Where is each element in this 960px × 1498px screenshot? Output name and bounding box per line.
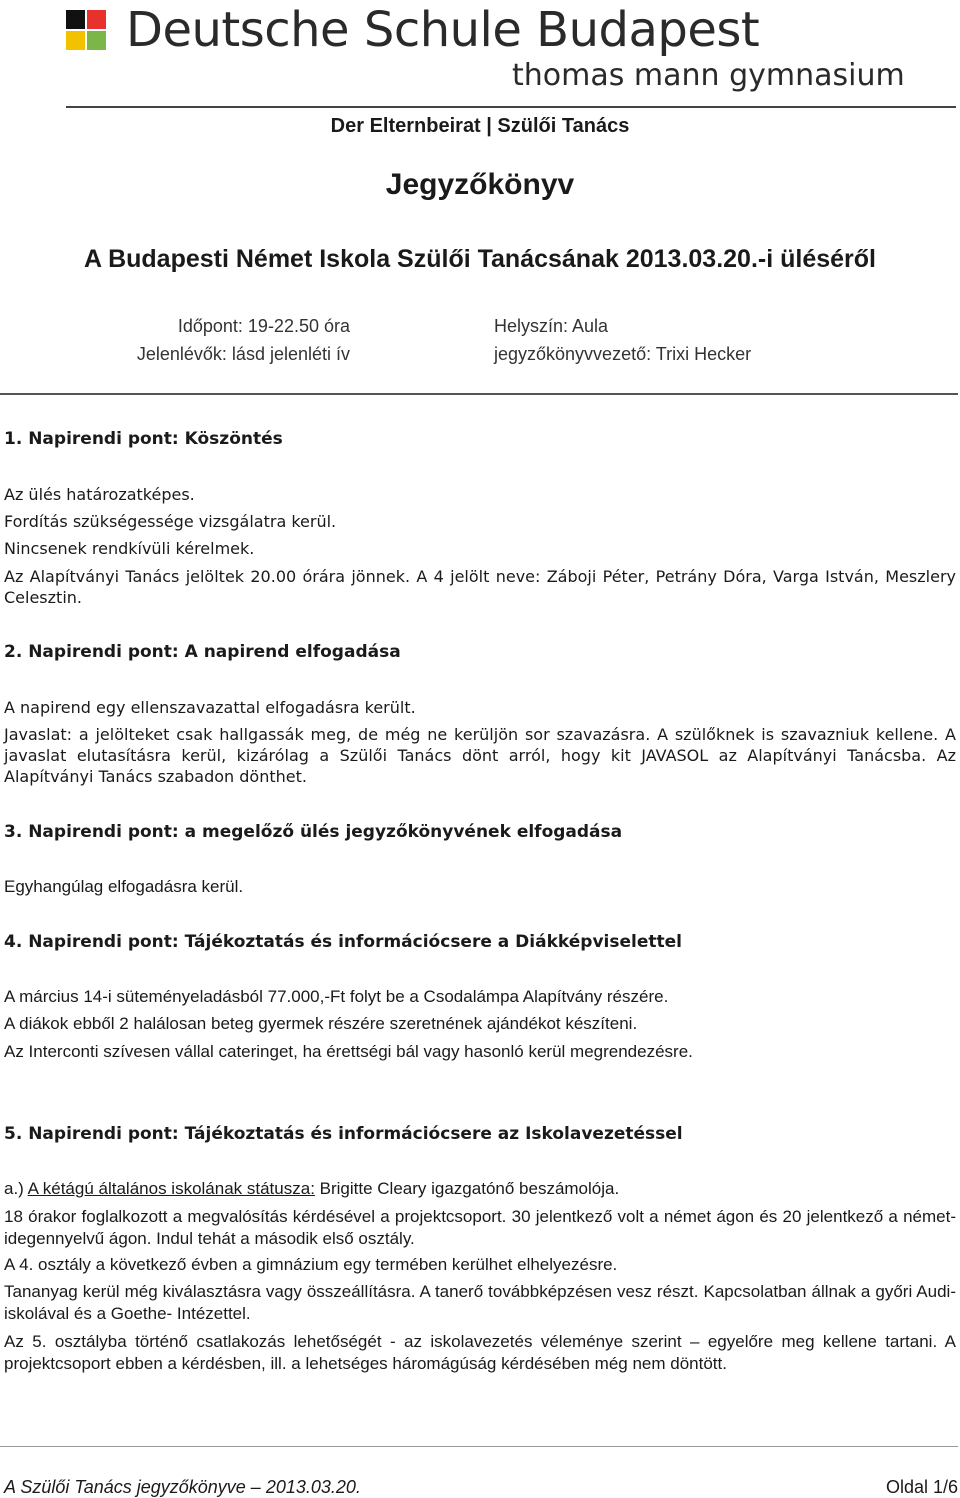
- header-divider: [66, 106, 956, 108]
- section-2-line: Javaslat: a jelölteket csak hallgassák meg, de még ne kerüljön sor szavazásra. A szülőknek is szavazniuk kellene. A javaslat elutasításra kerül, kizárólag a Szülői Tanács dönt arról, hogy kit JAVASOL az Alapítványi Tanácsba. Az Alapítványi Tanács szabadon dönthet.: [4, 725, 956, 786]
- section-heading-2: 2. Napirendi pont: A napirend elfogadása: [4, 642, 401, 662]
- school-name: Deutsche Schule Budapest: [126, 2, 760, 58]
- footer-document-title: A Szülői Tanács jegyzőkönyve – 2013.03.20.: [4, 1477, 361, 1497]
- logo-square-red: [87, 10, 106, 29]
- logo-square-yellow: [66, 31, 85, 50]
- section-heading-4: 4. Napirendi pont: Tájékoztatás és információcsere a Diákképviselettel: [4, 932, 682, 952]
- footer-divider: [0, 1446, 958, 1447]
- section-4-line: Az Interconti szívesen vállal cateringet, ha érettségi bál vagy hasonló kerül megrendezésre.: [4, 1042, 693, 1061]
- section-1-line: Az ülés határozatképes.: [4, 485, 195, 504]
- meeting-location: Helyszín: Aula: [494, 316, 609, 336]
- section-5-line: Tananyag kerül még kiválasztásra vagy összeállításra. A tanerő továbbképzésen vesz részt. Kapcsolatban állnak a győri Audi-iskolával és a Goethe- Intézettel.: [4, 1282, 956, 1323]
- item-topic: A kétágú általános iskolának státusza:: [27, 1179, 315, 1198]
- footer-page-number: Oldal 1/6: [885, 1477, 958, 1497]
- section-4-line: A diákok ebből 2 halálosan beteg gyermek részére szeretnének ajándékot készíteni.: [4, 1014, 638, 1033]
- meeting-recorder: jegyzőkönyvvezető: Trixi Hecker: [494, 344, 752, 364]
- school-logo-icon: [66, 10, 106, 50]
- logo-square-black: [66, 10, 85, 29]
- section-5-line: Az 5. osztályba történő csatlakozás lehetőségét - az iskolavezetés véleménye szerint – egyelőre meg kellene tartani. A projektcsoport ebben a kérdésben, ill. a lehetséges háromágúság kérdésében még nem döntött.: [4, 1332, 956, 1373]
- section-heading-3: 3. Napirendi pont: a megelőző ülés jegyzőkönyvének elfogadása: [4, 822, 623, 842]
- council-name: Der Elternbeirat | Szülői Tanács: [330, 115, 630, 137]
- item-prefix: a.): [4, 1179, 28, 1198]
- section-2-line: A napirend egy ellenszavazattal elfogadásra került.: [4, 698, 416, 717]
- section-4-line: A március 14-i süteményeladásból 77.000,-Ft folyt be a Csodalámpa Alapítvány részére.: [4, 987, 669, 1006]
- section-1-line: Fordítás szükségessége vizsgálatra kerül.: [4, 512, 337, 531]
- section-1-line: Az Alapítványi Tanács jelöltek 20.00 órára jönnek. A 4 jelölt neve: Záboji Péter, Petrány Dóra, Varga István, Meszlery Celesztin.: [4, 567, 956, 607]
- item-rest: Brigitte Cleary igazgatónő beszámolója.: [314, 1179, 620, 1198]
- section-divider: [0, 393, 958, 395]
- logo-square-green: [87, 31, 106, 50]
- document-title: Jegyzőkönyv: [385, 168, 575, 201]
- section-5-item-a: [4, 1178, 956, 1200]
- section-5-line: 18 órakor foglalkozott a megvalósítás kérdésével a projektcsoport. 30 jelentkező volt a német ágon és 20 jelentkező a német-idegennyelvű ágon. Indul tehát a második első osztály.: [4, 1207, 956, 1248]
- meeting-time: Időpont: 19-22.50 óra: [177, 316, 350, 336]
- section-heading-5: 5. Napirendi pont: Tájékoztatás és információcsere az Iskolavezetéssel: [4, 1124, 683, 1144]
- section-heading-1: 1. Napirendi pont: Köszöntés: [4, 429, 283, 449]
- section-5-line: A 4. osztály a következő évben a gimnázium egy termében kerülhet elhelyezésre.: [4, 1255, 618, 1274]
- school-subtitle: thomas mann gymnasium: [512, 58, 905, 93]
- section-3-line: Egyhangúlag elfogadásra kerül.: [4, 877, 244, 896]
- meeting-attendees: Jelenlévők: lásd jelenléti ív: [136, 344, 350, 364]
- document-subtitle: A Budapesti Német Iskola Szülői Tanácsának 2013.03.20.-i üléséről: [84, 245, 876, 273]
- section-1-line: Nincsenek rendkívüli kérelmek.: [4, 539, 255, 558]
